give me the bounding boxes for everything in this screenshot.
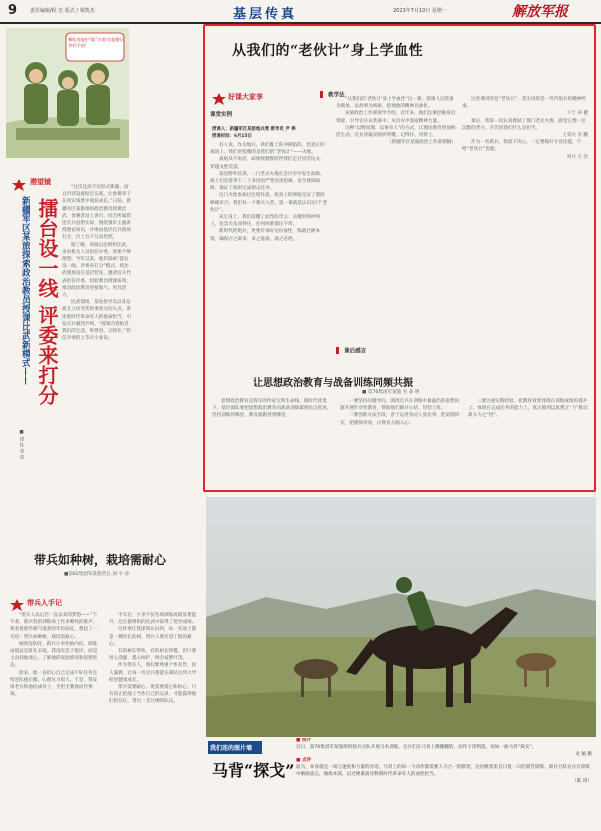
paragraph: 这门火炮参加过边境作战，炮身上的弹痕见证了那段峥嵘岁月。我们每一个新兵入营，第一课就是认识这门“老伙计”。 xyxy=(210,193,328,213)
left-kicker: 潜望镜 xyxy=(30,178,51,186)
left-title: 擂台设一线 评委来打分 xyxy=(35,198,59,405)
left-feature-body xyxy=(62,184,131,484)
paragraph: 新时代的炮兵，更要传承好这份血性，练就过硬本领，确保召之即来、来之能战、战之必胜。 xyxy=(210,229,321,242)
photo-kicker: 我们连的图片墙 xyxy=(210,745,253,752)
lesson-example-label: 课堂实例 xyxy=(210,112,233,118)
left-byline: ■ 徐 柱 张 攻 xyxy=(19,430,24,460)
paragraph: 战炮从不说话，却始终默默陪伴我们走过风雪边关、穿越戈壁荒漠。 xyxy=(210,157,325,170)
issue-date: 2023年7月10日 星期一 xyxy=(393,8,447,14)
paragraph: 列兵 王 浩 xyxy=(566,154,588,160)
horse-riding-photo xyxy=(206,497,596,737)
teaching-method-kicker xyxy=(320,84,380,99)
after-class-kicker xyxy=(336,340,406,355)
bottom-left-body xyxy=(10,612,200,824)
paragraph: 思想政治教育是我军的传家宝和生命线。新时代背景下，基层部队要把思想政治教育同战备训练紧密结合起来，坚持训练到哪里、教育就跟进到哪里。 xyxy=(212,399,332,419)
photographer: 龙 颖 摄 xyxy=(575,751,592,757)
paragraph: 这堂课讲的是“老伙计”，其实讲的是一代代炮兵的精神传承。 xyxy=(462,97,587,110)
photo-caption-block xyxy=(296,738,592,826)
paragraph: 课后，我第一次认真擦拭了那门老式火炮，感觉它像一位沉默的老兵，在告诉我们什么是担当。 xyxy=(462,118,586,131)
bottom-left-byline: ■第82集团军某旅营长 刘 宇 涛 xyxy=(64,572,130,577)
paragraph: 一要坚持问题导向，围绕官兵在训练中暴露出的思想问题开展针对性教育，帮助他们解开心结、轻装上阵。 xyxy=(340,399,460,412)
photo-comment: 驭马，本身就是一场与速度和力量的对话。马背上的每一个动作都需要人马合一的默契，这份默契来自日复一日的刻苦训练。骑兵分队官兵在训练中磨砺意志，锤炼本领，以过硬素质诠释新时代革命军人的血性担当。 xyxy=(296,765,591,777)
paragraph: 上等兵 李 鹏 xyxy=(562,133,588,139)
feature-column-2 xyxy=(336,96,456,336)
feature-column-1 xyxy=(210,142,328,342)
after-class-label: 课后感言 xyxy=(344,348,367,355)
photo-title: 马背“探戈” xyxy=(212,761,295,780)
paragraph: 该旅政治工作部领导介绍，近年来，他们注重挖掘身边资源，引导官兵从装备中、从历史中汲取精神力量。 xyxy=(336,111,456,124)
feature-title: 从我们的“老伙计”身上学血性 xyxy=(232,43,424,59)
left-paragraph: 据了解，该旅以往组织比武，多由机关人员担任评委，效果不够理想。今年以来，他们探索“擂台设一线、评委来打分”模式，将比武现场设在基层营连，邀请官兵代表担任评委，检验教员授课质效，推动政治教育更接地气、更具活力。 xyxy=(62,242,131,299)
paragraph: “从我们的‘老伙计’身上学血性”这一课，授课人以装备为载体，以故事为线索，把抽象的精神具象化。 xyxy=(336,97,454,110)
bottom-left-kicker: 带兵人手记 xyxy=(27,599,62,607)
paragraph: 某次野外驻训，一门老式火炮在急行军中发生故障，战士们冒着零下二十多度的严寒连夜抢修，直至排除故障，保证了按时完成射击任务。 xyxy=(210,171,325,192)
left-subtitle: 新疆军区某旅探索政治教员授课比武新模式—— xyxy=(20,196,30,385)
speech-bubble: 哪吒场地中“能”方面 比能整后更好干的！ xyxy=(68,37,124,48)
star-icon xyxy=(212,90,226,102)
teaching-method-label: 教学法 xyxy=(328,92,345,99)
paragraph: 这种“以物说理、以事育人”的方式，让理论教育更加鲜活生动，官兵普遍反映听得懂、记得住、用得上。 xyxy=(336,125,456,139)
left-feature-body-top xyxy=(60,160,130,174)
paragraph: 作为一名新兵，我暗下决心，一定要练好专业技能，不给“老伙计”丢脸。 xyxy=(462,140,582,153)
paragraph: 半年后，小李不仅各项训练成绩显著提升，还在旅组织的比武中取得了优异成绩。 xyxy=(109,613,197,626)
page-number: 9 xyxy=(8,3,18,18)
paragraph: 带兵需要耐心，更需要爱心和恒心。只有真正把战士当作自己的兄弟，才能赢得他们的信任，带出一支过硬的队伍。 xyxy=(109,685,197,705)
kicker-icon xyxy=(12,176,26,188)
left-paragraph: “这次比武不仅形式新颖，而且内容设置贴近实战，让参赛骨干在真实场景中收获成长。”日前，新疆军区某旅组织政治教员授课比武，参赛者站上讲台，结合所属营连官兵思想实际，围绕强军主题讲授理论知识，评委由基层官兵现场打分，台上台下互动热烈。 xyxy=(62,185,131,241)
paragraph: 作为带兵人，我们要尊重个体差异，因人施教，让每一名官兵都能在部队这所大学校里健康成长。 xyxy=(109,663,197,683)
paragraph: 有人说，作为炮兵，我们既上阵冲锋陷阵，但真正的战场上，我们更依赖的是我们的“老伙计”——火炮。 xyxy=(210,143,325,156)
bottom-left-title: 带兵如种树，栽培需耐心 xyxy=(34,553,167,567)
page-header xyxy=(0,0,601,24)
paragraph: 下士 孙 健 xyxy=(566,111,588,117)
paragraph: 二要创新方法手段，善于运用身边人身边事，把道理讲实、把感情讲真，让教育入脑入心。 xyxy=(340,413,460,426)
section-title: 基层传真 xyxy=(233,7,298,22)
combat-body xyxy=(212,398,588,486)
left-paragraph: 比武现场，某连指导员以身边战友立功受奖的事迹为切入点，讲述新时代革命军人的使命担当，引发官兵强烈共鸣。“授课内容贴近我们的生活，听得进、记得住。”担任评委的上等兵小张说。 xyxy=(62,300,131,342)
paragraph: 原来，他一直担心自己完成不好任务会给连队拖后腿，心理压力很大。于是，我安排老兵和他结成对子，手把手教他动作要领。 xyxy=(10,670,98,698)
paragraph: （新疆军区某旅政治工作部供稿） xyxy=(387,140,456,146)
paragraph: “带兵人以后若一直以来的梦想——”下午茶，新兵营的训练场上传来嘹亮的歌声。我看着那些朝气蓬勃的年轻面孔，想起了一句话：带兵如种树，栽培需耐心。 xyxy=(10,613,98,640)
comment-author: （陈 琪） xyxy=(572,778,592,784)
combat-byline: ■ 第76集团军某旅 毛 泰 明 xyxy=(362,390,420,395)
editor-meta: 责任编辑/程 宏 版式 / 梁凯杰 xyxy=(30,8,95,14)
paragraph: 刚到连队时，新兵小李性格内向，训练成绩总是排在末尾。我没有急于批评，而是主动找他谈心，了解他的家庭情况和思想状态。 xyxy=(10,641,98,669)
paragraph: 三要注重实践检验，把教育效果体现在训练成绩的提升上，体现在完成任务的能力上，真正做到以思想之“力”推动战斗力之“进”。 xyxy=(468,399,588,419)
photo-caption: 近日，第76集团军某旅组织骑兵分队开展马术训练，官兵们在马背上腾挪翻转，动作干净利落，宛如一曲马背“探戈”。 xyxy=(296,744,537,750)
newspaper-logo: 解放军报 xyxy=(512,4,568,20)
lesson-author: 授课人：新疆军区某旅炮兵营 教导员 尹 桦 xyxy=(212,127,296,132)
comment-label: ■ 点评 xyxy=(296,758,312,764)
paragraph: 从它身上，我们读懂了血性的含义：关键时刻冲得上，危急关头顶得住，任何困难都压不垮。 xyxy=(210,215,321,228)
paragraph: 这件事让我深刻认识到，每一名战士都是一棵待长的树，带兵人要有园丁般的耐心。 xyxy=(109,627,197,647)
feature-kicker: 好课大家享 xyxy=(228,93,263,101)
paragraph: 有的树长得快，有的树长得慢，但只要用心浇灌、悉心呵护，终会枝繁叶茂。 xyxy=(109,649,197,662)
bottom-left-star-icon xyxy=(10,596,24,608)
combat-title: 让思想政治教育与战备训练同频共振 xyxy=(253,378,413,389)
caption-label: ■ 照片 xyxy=(296,738,312,743)
feature-column-3 xyxy=(462,96,588,336)
lesson-time: 授课时间：6月15日 xyxy=(212,134,252,139)
